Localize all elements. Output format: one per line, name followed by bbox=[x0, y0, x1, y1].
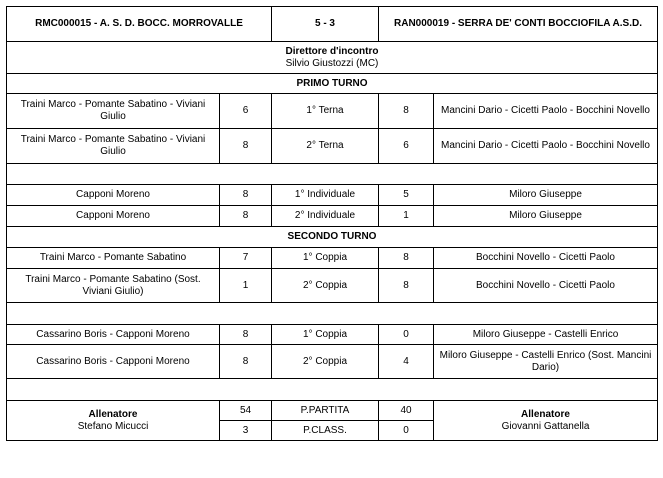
match-report-table bbox=[6, 6, 658, 441]
game-type: 1° Terna bbox=[272, 94, 379, 129]
home-players: Traini Marco - Pomante Sabatino bbox=[7, 248, 220, 269]
home-players: Traini Marco - Pomante Sabatino (Sost. Viviani Giulio) bbox=[7, 269, 220, 303]
away-players: Bocchini Novello - Cicetti Paolo bbox=[434, 248, 658, 269]
away-players: Miloro Giuseppe - Castelli Enrico (Sost. Mancini Dario) bbox=[434, 345, 658, 379]
spacer-cell bbox=[7, 303, 658, 325]
game-type: 2° Coppia bbox=[272, 345, 379, 379]
away-score: 5 bbox=[379, 185, 434, 206]
home-players: Capponi Moreno bbox=[7, 206, 220, 227]
away-team-name: RAN000019 - SERRA DE' CONTI BOCCIOFILA A.S.D. bbox=[379, 7, 658, 42]
final-score: 5 - 3 bbox=[272, 7, 379, 42]
home-players: Cassarino Boris - Capponi Moreno bbox=[7, 345, 220, 379]
game-type: 1° Individuale bbox=[272, 185, 379, 206]
section-header bbox=[7, 227, 658, 248]
home-team-name: RMC000015 - A. S. D. BOCC. MORROVALLE bbox=[7, 7, 272, 42]
home-coach-name: Stefano Micucci bbox=[77, 420, 149, 432]
class-label: P.CLASS. bbox=[272, 421, 379, 441]
away-partita-points: 40 bbox=[379, 401, 434, 421]
home-score: 6 bbox=[220, 94, 272, 129]
home-players: Traini Marco - Pomante Sabatino - Viviani Giulio bbox=[7, 94, 220, 129]
game-row bbox=[7, 269, 658, 303]
home-class-points: 3 bbox=[220, 421, 272, 441]
game-type: 2° Coppia bbox=[272, 269, 379, 303]
director-label: Direttore d'incontro bbox=[285, 45, 379, 57]
away-score: 0 bbox=[379, 325, 434, 345]
header-row bbox=[7, 7, 658, 42]
game-row bbox=[7, 185, 658, 206]
game-type: 2° Individuale bbox=[272, 206, 379, 227]
away-coach-name: Giovanni Gattanella bbox=[501, 420, 590, 432]
home-score: 7 bbox=[220, 248, 272, 269]
home-score: 8 bbox=[220, 325, 272, 345]
spacer-row bbox=[7, 164, 658, 185]
away-players: Miloro Giuseppe bbox=[434, 206, 658, 227]
home-score: 8 bbox=[220, 129, 272, 164]
spacer-row bbox=[7, 379, 658, 401]
section-title-first-round: PRIMO TURNO bbox=[7, 74, 658, 94]
game-type: 1° Coppia bbox=[272, 248, 379, 269]
home-partita-points: 54 bbox=[220, 401, 272, 421]
away-players: Mancini Dario - Cicetti Paolo - Bocchini Novello bbox=[434, 94, 658, 129]
spacer-cell bbox=[7, 164, 658, 185]
game-type: 1° Coppia bbox=[272, 325, 379, 345]
home-coach-label: Allenatore bbox=[88, 408, 138, 420]
game-type: 2° Terna bbox=[272, 129, 379, 164]
away-coach-label: Allenatore bbox=[521, 408, 570, 420]
away-score: 6 bbox=[379, 129, 434, 164]
game-row bbox=[7, 345, 658, 379]
away-score: 8 bbox=[379, 94, 434, 129]
partita-label: P.PARTITA bbox=[272, 401, 379, 421]
director-name: Silvio Giustozzi (MC) bbox=[285, 57, 379, 69]
home-score: 1 bbox=[220, 269, 272, 303]
away-players: Bocchini Novello - Cicetti Paolo bbox=[434, 269, 658, 303]
home-players: Cassarino Boris - Capponi Moreno bbox=[7, 325, 220, 345]
away-players: Miloro Giuseppe - Castelli Enrico bbox=[434, 325, 658, 345]
game-row bbox=[7, 206, 658, 227]
home-score: 8 bbox=[220, 345, 272, 379]
away-score: 8 bbox=[379, 269, 434, 303]
home-coach-cell bbox=[7, 401, 220, 441]
spacer-cell bbox=[7, 379, 658, 401]
away-players: Mancini Dario - Cicetti Paolo - Bocchini Novello bbox=[434, 129, 658, 164]
away-coach-cell bbox=[434, 401, 658, 441]
game-row bbox=[7, 325, 658, 345]
game-row bbox=[7, 129, 658, 164]
game-row bbox=[7, 94, 658, 129]
director-cell bbox=[7, 42, 658, 74]
section-header bbox=[7, 74, 658, 94]
away-score: 1 bbox=[379, 206, 434, 227]
away-players: Miloro Giuseppe bbox=[434, 185, 658, 206]
home-players: Capponi Moreno bbox=[7, 185, 220, 206]
away-class-points: 0 bbox=[379, 421, 434, 441]
home-score: 8 bbox=[220, 185, 272, 206]
game-row bbox=[7, 248, 658, 269]
spacer-row bbox=[7, 303, 658, 325]
away-score: 4 bbox=[379, 345, 434, 379]
home-score: 8 bbox=[220, 206, 272, 227]
director-row bbox=[7, 42, 658, 74]
section-title-second-round: SECONDO TURNO bbox=[7, 227, 658, 248]
home-players: Traini Marco - Pomante Sabatino - Viviani Giulio bbox=[7, 129, 220, 164]
away-score: 8 bbox=[379, 248, 434, 269]
totals-row-partita bbox=[7, 401, 658, 421]
